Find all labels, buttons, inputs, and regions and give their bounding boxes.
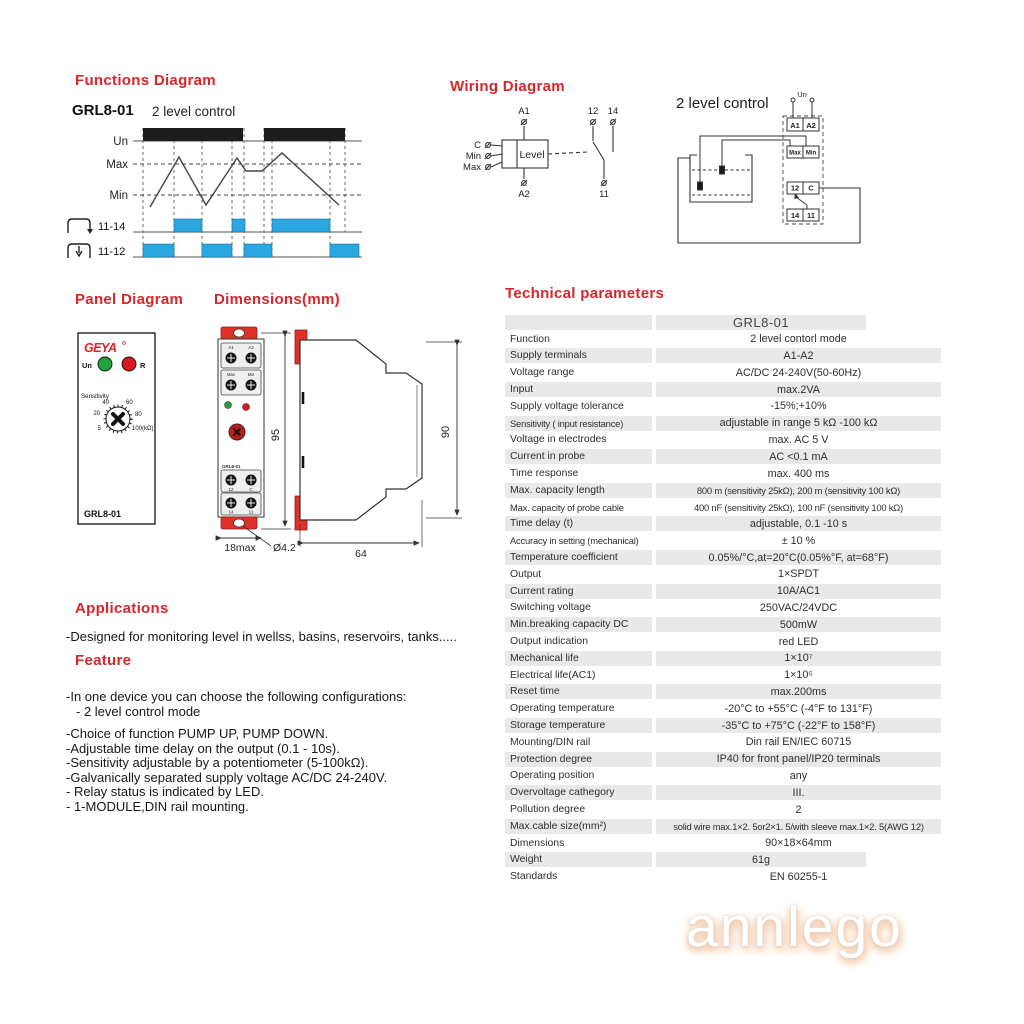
spec-value: red LED [778,635,819,648]
wiring-11-label: 11 [599,189,609,200]
dim-90-label: 90 [440,425,452,439]
spec-label: Electrical life(AC1) [510,669,596,681]
spec-label: Temperature coefficient [505,550,652,565]
feature-item: - 2 level control mode [76,703,201,719]
spec-value: -20°C to +55°C (-4°F to 131°F) [724,702,873,715]
spec-value: max.200ms [656,684,941,699]
mount-screw-top [234,329,245,337]
output-11-12-label: 11-12 [98,246,126,258]
spec-label: Min.breaking capacity DC [505,617,652,632]
output-11-12-bar [244,244,272,257]
spec-label: Mechanical life [505,651,652,666]
feature-item: -Adjustable time delay on the output (0.1 - 10s). [66,740,340,756]
two-level-control-diagram [672,88,972,250]
table-row [505,314,941,331]
table-row [505,364,941,381]
spec-label: Voltage in electrodes [510,434,607,446]
spec-label: Standards [510,871,558,883]
app-c-label: C [808,183,814,193]
dimensions-heading: Dimensions(mm) [214,291,340,308]
spec-value: AC/DC 24-240V(50-60Hz) [735,366,862,379]
spec-value: 250VAC/24VDC [759,601,838,614]
r-led-red [122,357,136,371]
spec-label: Operating position [510,770,595,782]
panel-diagram-heading: Panel Diagram [75,291,184,308]
table-row [505,482,941,499]
spec-value: A1-A2 [656,348,941,363]
app-max-label: Max [789,150,801,157]
output-11-12-bar [143,244,174,257]
spec-value: 1×10⁷ [656,651,941,666]
table-row [505,784,941,801]
spec-value: ± 10 % [781,534,816,547]
spec-label: Dimensions [510,837,565,849]
output-11-14-label: 11-14 [98,221,126,233]
spec-value: 10A/AC1 [656,584,941,599]
spec-value: 1×10⁵ [784,669,813,682]
spec-label: Max.cable size(mm²) [505,819,652,834]
max-label: Max [106,159,128,171]
dim-hole-label: Ø4.2 [273,542,296,554]
feature-item: - Relay status is indicated by LED. [66,784,264,799]
table-row [505,818,941,835]
table-row [505,633,941,650]
table-row [505,835,941,852]
spec-value: -35°C to +75°C (-22°F to 158°F) [656,718,941,733]
panel-model-label: GRL8-01 [84,509,122,519]
feature-item: -Galvanically separated supply voltage AC/DC 24-240V. [66,769,388,785]
spec-value: 2 level contorl mode [750,333,847,346]
app-min-label: Min [805,150,817,157]
app-a2-label: A2 [806,121,816,130]
functions-mode-label: 2 level control [152,104,236,119]
table-row [505,499,941,516]
spec-value: 400 nF (sensitivity 25kΩ), 100 nF (sensitivity 100 kΩ) [693,501,904,513]
wiring-12-label: 12 [587,106,599,117]
spec-label: Overvoltage cathegory [505,785,652,800]
table-row [505,398,941,415]
panel-front-drawing [70,326,165,534]
dim-95-label: 95 [270,428,282,442]
relay-contact-icon [68,244,90,258]
spec-value: any [789,769,808,782]
technical-parameters-heading: Technical parameters [505,285,665,302]
dim-64-label: 64 [355,548,367,560]
dial-scale-80: 80 [135,412,142,418]
spec-value: 500mW [656,617,941,632]
spec-value: adjustable, 0.1 -10 s [656,516,941,531]
module-side-profile [300,340,422,520]
table-row [505,801,941,818]
dial-scale-40: 40 [102,400,109,406]
table-row [505,331,941,348]
spec-model-header: GRL8-01 [656,315,866,330]
spec-label: Pollution degree [510,804,586,815]
wiring-device-label: Level [519,149,545,161]
table-row [505,684,941,701]
table-row [505,465,941,482]
spec-value: 90×18×64mm [765,837,832,850]
spec-label: Protection degree [505,752,652,767]
spec-label: Supply voltage tolerance [510,400,624,412]
table-row [505,448,941,465]
tank [690,155,752,202]
output-11-14-bar [232,219,245,232]
functions-model-label: GRL8-01 [72,102,134,119]
un-black-bar [143,128,243,141]
dial-scale-60: 60 [126,400,133,406]
spec-label: Output indication [510,636,588,648]
app-11-label: 11 [807,211,815,220]
spec-label: Current in probe [505,449,652,464]
event-dashed-lines [143,128,345,257]
spec-value: max.2VA [656,382,941,397]
spec-label: Sensitivity ( input resistance) [505,416,652,431]
spec-label: Operating temperature [510,703,615,715]
table-row [505,616,941,633]
spec-label: Time delay (t) [505,516,652,531]
spec-value: EN 60255-1 [769,870,828,883]
led-r-label: R [140,361,146,370]
spec-label: Switching voltage [510,602,591,614]
table-row [505,432,941,449]
wiring-a2-label: A2 [518,189,530,200]
wiring-c-label: C [474,140,481,151]
spec-value: adjustable in range 5 kΩ -100 kΩ [656,416,941,431]
spec-label: Time response [510,468,579,480]
wiring-diagram-heading: Wiring Diagram [450,78,565,95]
feature-item: -In one device you can choose the following configurations: [66,689,407,704]
table-row [505,751,941,768]
wiring-min-label: Min [465,151,481,162]
wiring-schematic [440,98,690,223]
spec-label: Current rating [505,584,652,599]
feature-list [66,690,506,814]
table-row [505,717,941,734]
spec-label: Max. capacity length [505,483,652,498]
front-model-label: GRL8-01 [222,464,241,469]
spec-value: 800 m (sensitivity 25kΩ), 200 m (sensitivity 100 kΩ) [656,483,941,498]
mount-screw-bottom [234,519,245,527]
min-label: Min [109,190,128,202]
table-row [505,768,941,785]
feature-item: -Sensitivity adjustable by a potentiometer (5-100kΩ). [66,755,369,770]
spec-label: Output [510,568,542,580]
spec-label-empty [505,315,652,330]
technical-parameters-table [505,314,941,885]
common-wire [678,158,860,243]
wiring-a1-label: A1 [518,106,530,117]
spec-value: 1×SPDT [777,568,820,581]
level-signal-line [150,153,339,207]
sensitivity-label: Sensitivity [81,393,109,400]
table-row [505,532,941,549]
applications-heading: Applications [75,600,169,617]
spec-value: Din rail EN/IEC 60715 [745,736,852,749]
led-un-label: Un [82,361,92,370]
spec-value: max. 400 ms [767,467,830,480]
front-a1-label: A1 [228,345,234,350]
un-black-bar [264,128,345,141]
front-red-led [243,404,250,411]
spec-label: Storage temperature [505,718,652,733]
spec-value: -15%;+10% [770,400,827,413]
output-11-12-bar [202,244,232,257]
front-14-label: 14 [228,509,234,515]
feature-heading: Feature [75,652,132,669]
table-row [505,516,941,533]
relay-arm [794,194,807,209]
spec-value: AC <0.1 mA [656,449,941,464]
table-row [505,700,941,717]
brand-logo: GEYA [84,341,117,355]
spec-value: 0.05%/°C,at=20°C(0.05%°F, at=68°F) [656,550,941,565]
dial-scale-100: 100(kΩ) [132,426,154,432]
table-row [505,549,941,566]
table-row [505,583,941,600]
front-max-label: Max [227,372,235,377]
dial-scale-5: 5 [97,426,101,432]
spec-value: 61g [656,852,866,867]
table-row [505,600,941,617]
table-row [505,415,941,432]
wiring-14-label: 14 [607,106,619,117]
front-green-led [225,402,232,409]
table-row [505,381,941,398]
table-row [505,852,941,869]
application-title: 2 level control [676,95,769,112]
spec-label: Reset time [505,684,652,699]
front-min-label: Min [247,372,255,377]
output-11-12-bar [330,244,359,257]
spec-label: Voltage range [510,367,575,379]
spec-label: Mounting/DIN rail [510,736,591,748]
spec-label: Supply terminals [505,348,652,363]
functions-timing-diagram [60,120,400,280]
spec-value: solid wire max.1×2. 5or2×1. 5/with sleeve max.1×2. 5(AWG 12) [656,819,941,834]
spec-value: IP40 for front panel/IP20 terminals [656,752,941,767]
application-un-label: Un [797,90,807,99]
watermark-text: annlego [686,895,903,959]
dim-18max-label: 18max [224,542,256,554]
app-14-label: 14 [790,211,800,220]
wiring-max-label: Max [463,162,481,173]
spec-value: 2 [795,803,802,816]
feature-item: -Choice of function PUMP UP, PUMP DOWN. [66,726,329,741]
applications-text: -Designed for monitoring level in wellss, basins, reservoirs, tanks..... [66,629,457,644]
spec-label: Weight [505,852,652,867]
table-row [505,868,941,885]
device-dashed-outline [783,116,823,224]
table-row [505,650,941,667]
un-led-green [98,357,112,371]
spec-value: max. AC 5 V [768,433,829,446]
relay-contact-icon [68,219,93,234]
front-12-label: 12 [228,487,234,492]
table-row [505,566,941,583]
un-label: Un [113,136,128,148]
front-c-label: C [249,487,253,492]
table-row [505,348,941,365]
spec-label: Input [505,382,652,397]
spec-label: Accuracy in setting (mechanical) [510,535,639,547]
table-row [505,667,941,684]
app-12-label: 12 [790,183,800,193]
output-11-14-bar [174,219,202,232]
table-row [505,734,941,751]
front-11-label: 11 [248,509,254,515]
output-11-14-bar [272,219,330,232]
spec-value: III. [656,785,941,800]
feature-item: - 1-MODULE,DIN rail mounting. [66,798,249,814]
app-a1-label: A1 [790,121,800,130]
spec-label: Function [510,333,550,345]
front-a2-label: A2 [248,345,254,350]
dimensions-drawing [205,318,485,568]
dial-scale-20: 20 [93,411,100,417]
functions-diagram-heading: Functions Diagram [75,72,216,89]
spec-label: Max. capacity of probe cable [510,501,624,513]
